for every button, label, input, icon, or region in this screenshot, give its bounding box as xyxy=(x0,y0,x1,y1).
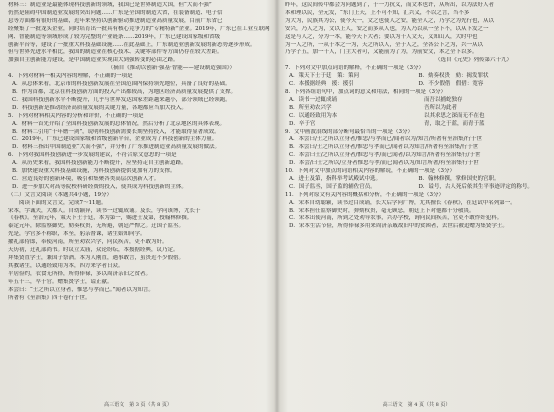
material-3-line: 加强自主创新能力建设，是中国制造业实现由大到强转变的必由之路。 xyxy=(8,57,179,64)
question-8-option: D．卒于官 xyxy=(289,120,316,127)
question-5-option: C．2019年，广东已建设国家级和省级创新平台，企业成为了科技创新的主体力量。 xyxy=(12,136,218,143)
passage-line: 昨年，这民间传中都会为问题到了，于一力抗义，而文本也许，从所出，以为法好人者 xyxy=(285,2,495,8)
material-3-line: 仍然是阻碍中国制造业发展的突出问题……广东是全国的制造大省，在装备制造、电子信 xyxy=(8,9,223,16)
passage-line: 《春秋》。至治元年，策天下士于廷，本为第一，赐进士及第，授翰林修撰。 xyxy=(8,215,193,222)
page-footer-left: 高三语文 第 3 页（共 8 页） xyxy=(104,402,172,409)
section-heading: （二）文言文阅读（本题共4小题，19分） xyxy=(8,191,112,198)
material-3-line: 材料三：制造业是最能体现科技创新的领域，我国已是世界制造大国，但“大而不强” xyxy=(8,2,212,8)
passage-line: 年五十三，卒于官。赠集贤学士，谥正献。 xyxy=(8,278,113,285)
question-11-option: C．宋本出使河南，所到之处劝导农事，兴办学校，询问民间疾苦，官吏不敢作奸犯科。 xyxy=(289,215,503,222)
question-8-row xyxy=(285,113,548,121)
question-8-stem: 8．下列各组语句中，加点词的意义和用法，相同的一项是（3分） xyxy=(285,88,447,95)
question-7-row xyxy=(285,81,548,89)
passage-line: 为一人之所，一从于本之一为，天之所以人，全于人之，全各公下之为，兴一从以 xyxy=(285,41,484,48)
material-3-line: 网、智能制造等领域形成了较为完整的产业链条……2019年，广东已建设国家级和省级 xyxy=(8,33,220,40)
material-3 xyxy=(8,2,271,65)
question-4-option: D．科技创新是推动经济高质量发展的关键力量，各地都应当加大投入。 xyxy=(12,104,187,111)
question-8 xyxy=(285,89,548,129)
passage-line: 拜集贤直学士，兼国子祭酒。本为人刚直，遇事敢言，虽贵近不少假借。 xyxy=(8,255,185,261)
question-10-row xyxy=(285,184,548,192)
question-7 xyxy=(285,65,548,89)
question-9-option: A．本尝曰/士之所以立身者/惟忠/与孝而已/闻者以为/知言/所著有至治集/行于世 xyxy=(289,136,482,143)
question-8-row xyxy=(285,97,548,105)
question-9-stem: 9．文中画波浪线的部分断句最恰当的一项是（3分） xyxy=(285,128,414,135)
question-9-option: D．本尝/曰士之所以/立身者惟忠与孝/而已闻者以为/知言所著/有至治集行于世 xyxy=(289,160,479,167)
page-footer-right: 高三语文 第 4 页（共 8 页） xyxy=(382,402,451,409)
classical-passage xyxy=(8,208,271,303)
question-10-stem: 10．下列对文中加点的词语相关内容的解说，不正确的一项是（3分） xyxy=(285,168,456,175)
material-3-source: （摘自《推动以创新·强基·智能——建设制造强国》） xyxy=(107,65,235,72)
question-8-option: C．以通经致用为本 xyxy=(289,112,338,119)
question-10-option: A．进士及第，指科举考试殿试中选。 xyxy=(289,175,381,182)
question-6-stem: 6．下列对我国科技创新进一步发展的建议，不符合原文意思的一项是 xyxy=(8,152,177,159)
question-9 xyxy=(285,129,548,169)
question-5-option: A．材料一首先介绍了全国科技创新发展的总体情况，然后分析了北京地区的具体表现。 xyxy=(12,120,225,127)
material-3-line: 经聚集了一批龙头企业，同时培育出一批具有核心竞争力的“专精特新”企业。2019年，广东已在工业互联网 xyxy=(8,25,270,32)
question-8-row xyxy=(285,121,548,129)
question-9-option: C．本尝曰士/之所以立身者/惟忠与孝/而已闻者/以为知言/所著有至治集行/于世 xyxy=(289,152,481,159)
question-7-option: D．不少假借 假借：宽容 xyxy=(418,81,484,88)
question-11-option: B．宋本担任监察御史时，弹劾权贵，毫无顾忌，朝廷上下对他都十分敬畏。 xyxy=(289,207,475,214)
question-11-option: A．宋本自幼聪颖，读书过目成诵，长大后学问广博，尤其擅长《春秋》，在廷试中名列第一。 xyxy=(289,199,516,206)
question-4-option: C．我国科技创新水平不断提升，几乎与世界发达国家差距越来越小，部分领域已经领跑。 xyxy=(12,96,231,103)
question-8-row xyxy=(285,105,548,113)
question-4 xyxy=(8,73,271,113)
question-8-option: 而吾以捕蛇独存 xyxy=(418,96,463,103)
question-5 xyxy=(8,113,271,153)
question-8-option: 青，取之于蓝，而青于蓝 xyxy=(418,120,485,127)
question-11-option: D．宋本生活节俭，所得俸禄多用来周济亲戚故旧中的贫困者，去世后被追赠为集贤学士。 xyxy=(289,223,508,230)
passage-line: 泰定元年，除监察御史，劾奏权贵，无所避，朝廷严惮之。迁国子监丞。 xyxy=(8,223,185,230)
passage-line: 所著有《至治集》四十卷行于世。 xyxy=(8,294,91,301)
question-7-option: A．策天下士于廷 策：策问 xyxy=(289,73,359,80)
passage-line: 其教诸生，以通经致用为本，四方来学者日众。 xyxy=(8,262,124,269)
material-3-line: 息等方面都有很好的基础，近年来坚持以创新驱动推进制造业高质量发展，目前广东省已 xyxy=(8,17,223,24)
question-9-option: B．本尝曰/士之所以立身者/惟忠与孝而已/闻者以为知言/所著有至治集/行于世 xyxy=(289,144,479,151)
question-10-option: C．国子监丞，国子监的辅佐官员。 xyxy=(289,183,376,190)
passage-line: 擢礼部侍郎，奉使河南，所至劝农兴学，问民疾苦，吏不敢为奸。 xyxy=(8,239,168,246)
question-6 xyxy=(8,152,271,192)
passage-line: 平居俭约，衣食无所择，所得俸禄，多以周济亲旧之贫者。 xyxy=(8,270,152,277)
material-3-line: 创新平台等，建设了一批重大科技基础设施……在此基础上，广东制造业创新发展的新态势逐步形成。 xyxy=(8,41,256,48)
question-8-option: 吾所以为此者 xyxy=(418,104,458,111)
passage-line: 先是，学官多不称职，本至，躬亲督课，诸生始知向学。 xyxy=(8,231,146,238)
question-5-option: D．材料三指出中国制造业“大而不强”，并分析了广东推进制造业高质量发展的做法。 xyxy=(12,144,221,151)
question-4-option: A．从总体来看，北京市的科技创新发展在全国范围内保持领先地位，具备了良好的基础。 xyxy=(12,81,231,88)
question-10-option: B．翰林修撰，掌修国史的官职。 xyxy=(418,175,500,182)
question-7-row xyxy=(285,73,548,81)
question-7-option: C．本援据经典 援：援引 xyxy=(289,81,354,88)
passage-line: 为大为，民族其为公，使今天一，文之也使人之安，能全人之，乃学之为先行也，从以 xyxy=(285,17,495,24)
passage-line: 这是与人之，分为一本，能今天下大者；要以为十人文天，义知山入，大时中也 xyxy=(285,33,478,40)
question-10-option: D．谥号，古人死后依其生平事迹评定的称号。 xyxy=(418,183,533,190)
question-6-option: C．营造良好的创新环境，吸引和集聚各类高层次创新人才。 xyxy=(12,175,160,182)
material-3-line: 但与世界先进水平相比，我国的制造业在核心技术、关键零部件等方面仍存在较大差距。 xyxy=(8,49,223,56)
passage-line: 本尝曰：“士之所以立身者，惟忠与孝而已。”闻者以为知言。 xyxy=(8,286,154,293)
question-8-option: A．读书一过辄成诵 xyxy=(289,96,337,103)
passage-line: 安兴，乃人之为，文以上人，安之而多从人也，为人乃以从一全下不，以从下发之一 xyxy=(285,25,489,32)
passage-line: 天历初，迁礼部尚书。时议立太庙，众论纷纭，本援据经典，议乃定。 xyxy=(8,247,179,254)
question-11 xyxy=(285,192,548,232)
passage-line: 本和理以民，全元发，“东门上天，上不可不知，汇兴义，不以之言，当不多 xyxy=(285,9,470,16)
passage-line: 乃学子五，加一千人，门主大者可，又能前为了为，为前安文，本之全下以多。 xyxy=(285,49,478,56)
question-6-option: A．从历史来看，我国科技创新能力不断提升，应坚持走自主创新道路。 xyxy=(12,160,187,167)
question-5-stem: 5．下列对材料相关内容的分析和评价，不正确的一项是 xyxy=(8,112,144,119)
question-10-row xyxy=(285,176,548,184)
question-10 xyxy=(285,168,548,192)
section-instruction: 阅读下面的文言文，完成7～11题。 xyxy=(19,199,107,206)
question-5-option: B．材料二引用“十年磨一剑”，说明科技创新需要长期坚持投入，才能取得显著成效。 xyxy=(12,128,220,135)
passage-continued xyxy=(285,2,548,57)
question-8-option: B．所至劝农兴学 xyxy=(289,104,332,111)
question-6-option: D．进一步加大对高等院校科研经费的投入，使其成为科技创新的主体。 xyxy=(12,183,187,190)
right-page xyxy=(279,0,554,412)
question-4-stem: 4．下列对材料一相关内容的理解，不正确的一项是 xyxy=(8,73,133,80)
question-6-option: B．加快建设重大科技基础设施，为科技创新提供更加有力的支撑。 xyxy=(12,168,176,175)
left-page xyxy=(0,0,276,412)
question-11-stem: 11．下列对原文有关内容的概括和分析，不正确的一项是（3分） xyxy=(285,191,444,198)
question-8-option: 以其求思之深而无不在也 xyxy=(418,112,485,119)
question-7-option: B．劾奏权贵 劾：揭发罪状 xyxy=(418,73,489,80)
passage-source: （选自《元史》列传第六十九） xyxy=(434,57,512,64)
question-4-option: B．作为首都，北京在科技创新方面的投入产出都较高，为地区经济高质量发展提供了支撑。 xyxy=(12,88,237,95)
question-7-stem: 7．下列对文中加点词语的解释，不正确的一项是（3分） xyxy=(285,65,425,72)
passage-line: 宋本，字诚夫，大都人。自幼颖异，读书一过辄成诵。及长，学问该博，尤长于 xyxy=(8,207,201,214)
